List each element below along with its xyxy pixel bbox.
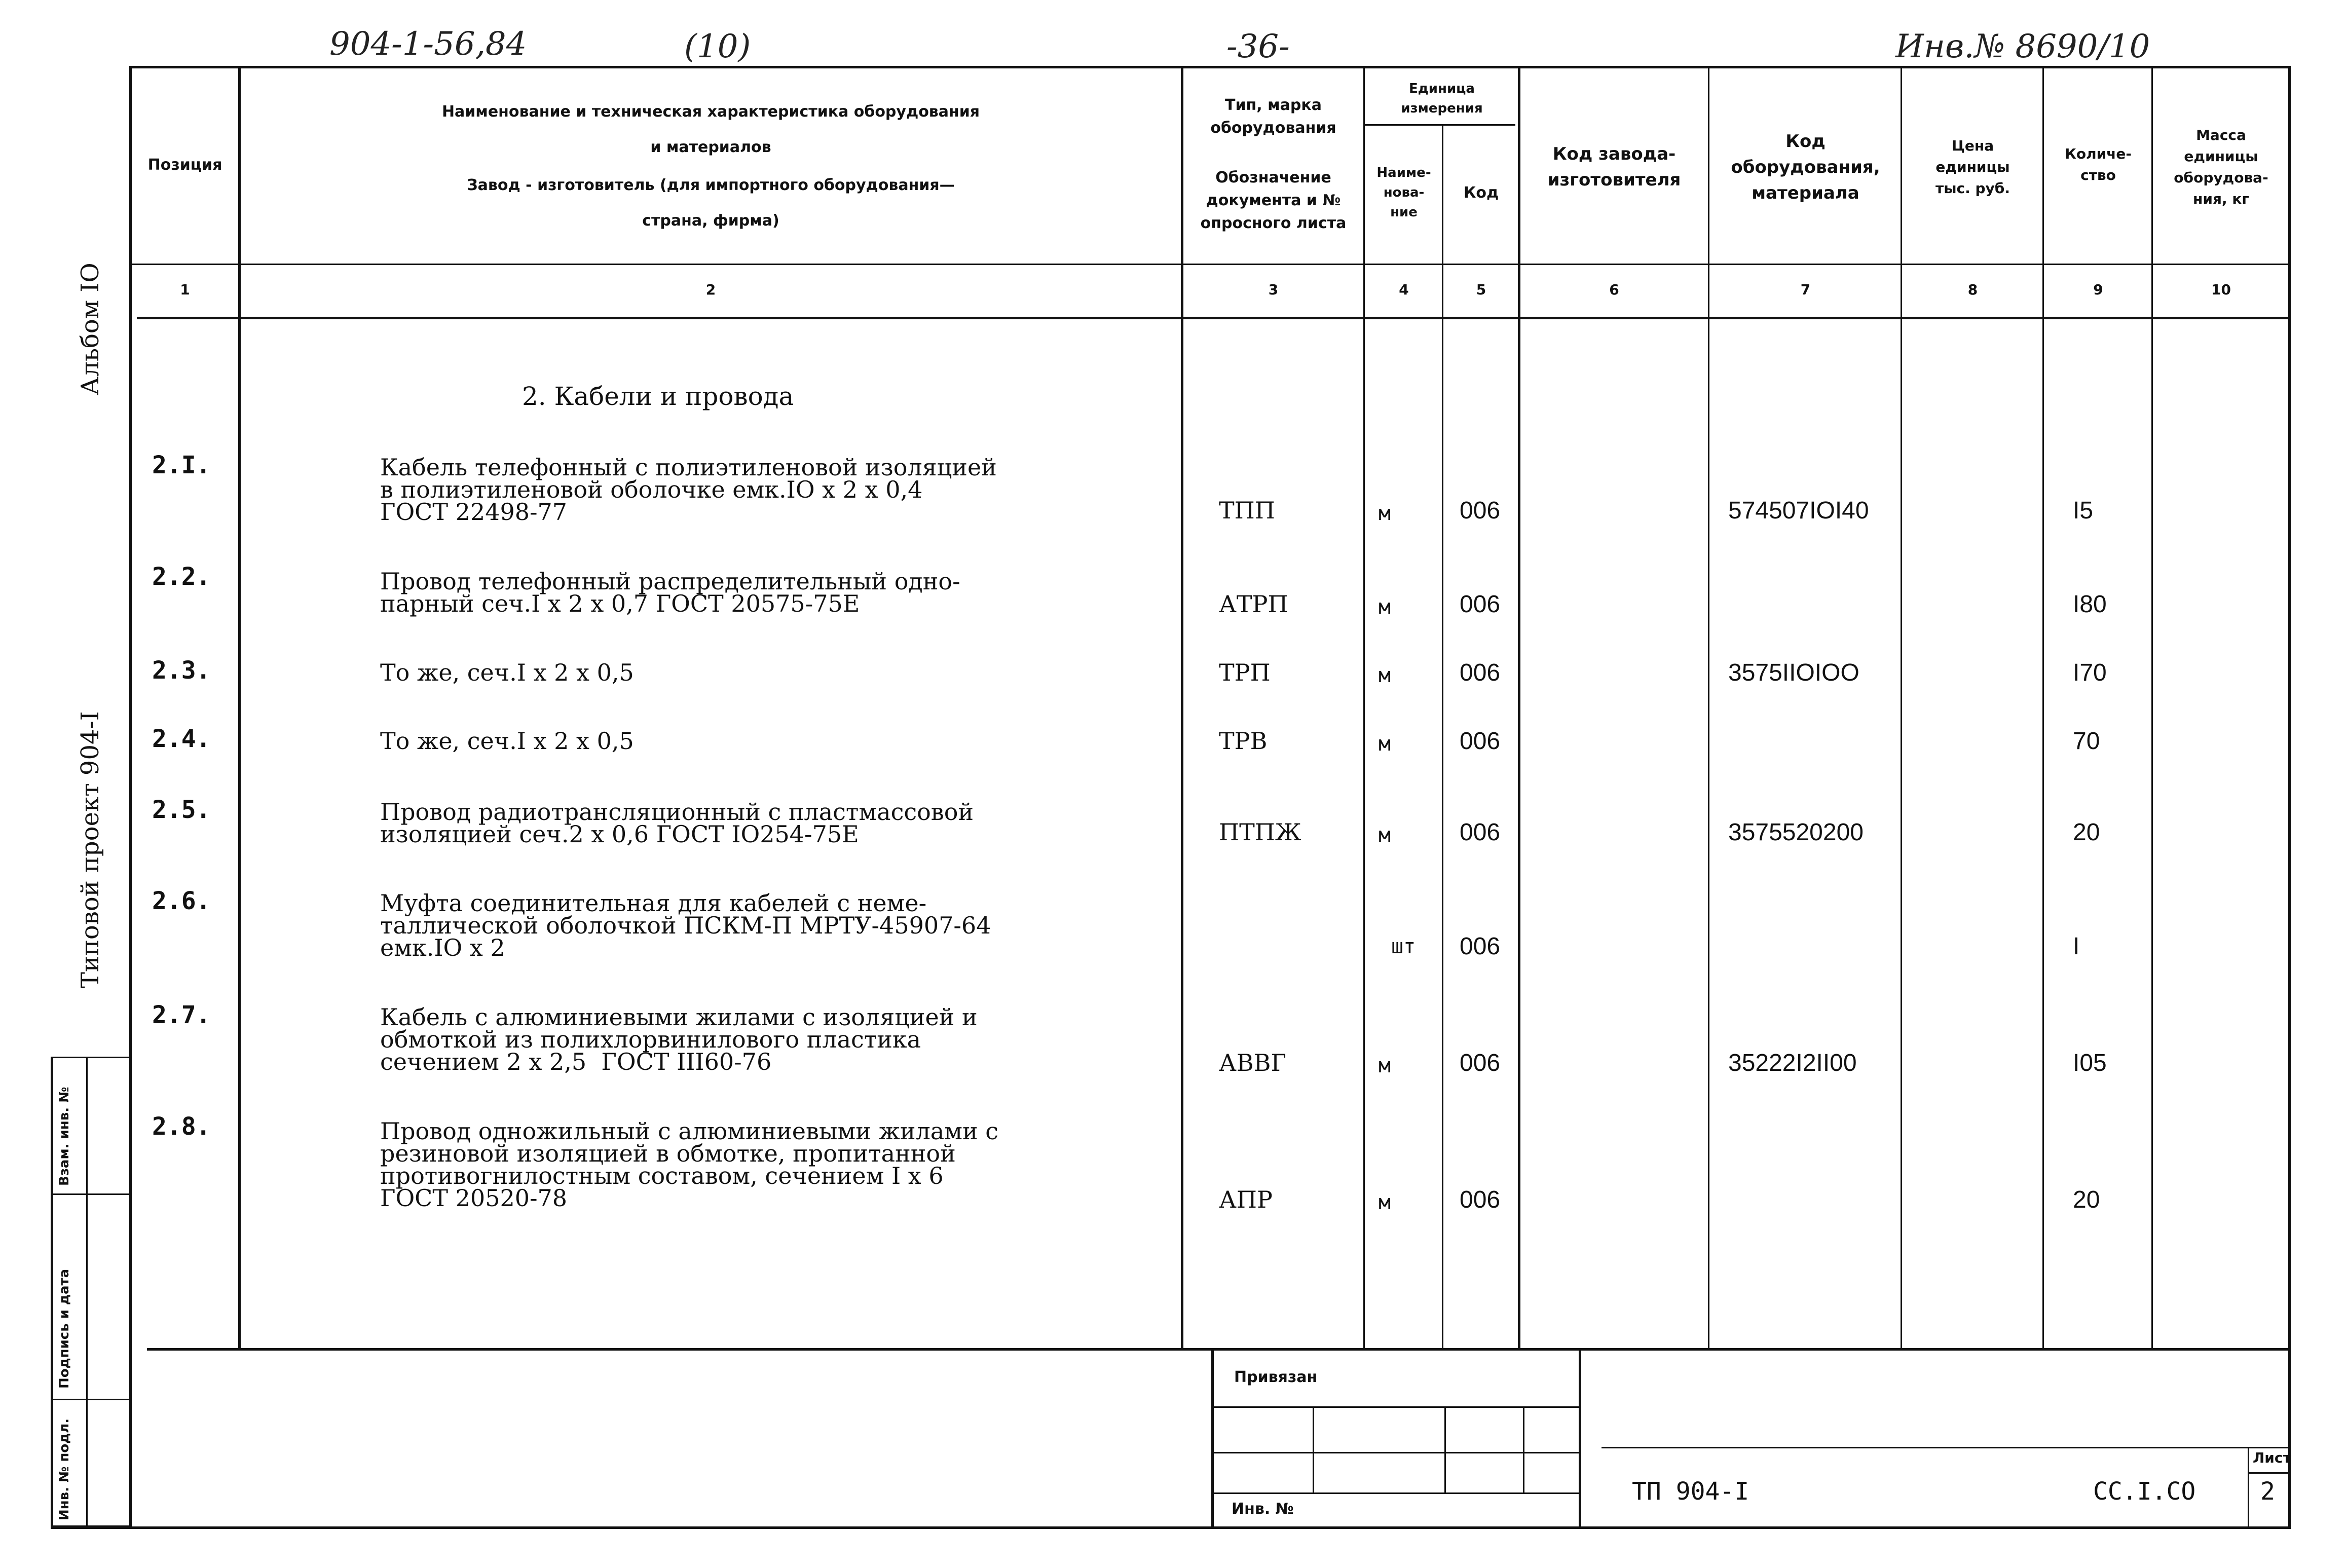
row-position: 2.6. xyxy=(152,887,211,915)
row-type: АПР xyxy=(1219,1186,1273,1213)
col-line-2 xyxy=(1181,66,1183,1348)
footer-doc-line xyxy=(1602,1447,2288,1448)
col-num-9: 9 xyxy=(2093,281,2103,298)
row-position: 2.3. xyxy=(152,656,211,685)
row-name: Муфта соединительная для кабелей с неме- таллической оболочкой ПСКМ-П МРТУ-45907-64 емк.IO х 2 xyxy=(380,889,991,961)
row-name: Провод радиотрансляционный с пластмассовой изоляцией сеч.2 х 0,6 ГОСТ IO254-75Е xyxy=(380,798,974,848)
header-name-line1: Наименование и техническая характеристика оборудования xyxy=(441,102,980,121)
row-quantity: I80 xyxy=(2073,591,2107,618)
row-code: 006 xyxy=(1460,1050,1501,1076)
footer-stamp-right xyxy=(1579,1348,1581,1528)
row-type: ТПП xyxy=(1219,497,1275,524)
row-quantity: 20 xyxy=(2073,1186,2100,1213)
row-code: 006 xyxy=(1460,819,1501,846)
footer-sheet-divider xyxy=(2248,1447,2249,1528)
col-line-5 xyxy=(1518,66,1520,1348)
header-position: Позиция xyxy=(147,156,222,174)
row-quantity: 70 xyxy=(2073,728,2100,755)
stamp-signature-date: Подпись и дата xyxy=(57,1268,72,1389)
stamp-line-1 xyxy=(51,1057,129,1058)
col-num-2: 2 xyxy=(705,281,716,298)
row-code: 006 xyxy=(1460,728,1501,755)
row-position: 2.8. xyxy=(152,1112,211,1141)
header-unit-group: Единица измерения xyxy=(1401,81,1483,116)
row-name: То же, сеч.I х 2 х 0,5 xyxy=(380,659,634,686)
header-price: Цена единицы тыс. руб. xyxy=(1935,137,2010,197)
col-line-3 xyxy=(1363,66,1365,1348)
inventory-number: Инв.№ 8690/10 xyxy=(1895,28,2150,65)
row-quantity: I xyxy=(2073,933,2080,960)
row-unit: м xyxy=(1379,664,1391,687)
col-num-10: 10 xyxy=(2211,281,2231,298)
col-line-7 xyxy=(1901,66,1902,1348)
row-code: 006 xyxy=(1460,659,1501,686)
col-num-1: 1 xyxy=(180,281,190,298)
project-label: Типовой проект 904-I xyxy=(76,711,104,988)
stamp-border-mid xyxy=(86,1057,88,1528)
row-name: Провод одножильный с алюминиевыми жилами с резиновой изоляцией в обмотке, пропитанной противогнилостным составом, сечением I х 6 ГОСТ 20520-78 xyxy=(380,1117,999,1212)
header-unit-name: Наиме- нова- ние xyxy=(1376,165,1431,220)
col-num-4: 4 xyxy=(1399,281,1409,298)
row-equipment-code: 35222I2II00 xyxy=(1728,1050,1857,1076)
header-plant-code: Код завода- изготовителя xyxy=(1547,144,1681,190)
header-bottom-line xyxy=(129,264,2288,265)
footer-grid-v3 xyxy=(1523,1406,1524,1492)
col-line-4 xyxy=(1442,124,1443,1348)
footer-sheet-code: СС.I.СО xyxy=(2093,1477,2196,1506)
stamp-replace-inv: Взам. инв. № xyxy=(57,1087,72,1186)
col-num-8: 8 xyxy=(1967,281,1978,298)
page-number: -36- xyxy=(1226,28,1290,65)
row-unit: м xyxy=(1379,1191,1391,1214)
footer-inv-label: Инв. № xyxy=(1232,1500,1294,1518)
doc-code: 904-1-56,84 xyxy=(329,25,527,63)
header-quantity: Количе- ство xyxy=(2064,145,2132,183)
sheet-label: Лист xyxy=(2253,1449,2291,1466)
header-equipment-code: Код оборудования, материала xyxy=(1731,131,1880,203)
frame-top xyxy=(129,66,2288,68)
row-name: То же, сеч.I х 2 х 0,5 xyxy=(380,727,634,755)
row-type: ПТПЖ xyxy=(1219,818,1301,846)
row-quantity: I05 xyxy=(2073,1050,2107,1076)
row-type: АВВГ xyxy=(1219,1049,1286,1076)
col-num-5: 5 xyxy=(1476,281,1486,298)
row-quantity: I70 xyxy=(2073,659,2107,686)
footer-grid-3 xyxy=(1211,1492,1579,1494)
row-code: 006 xyxy=(1460,933,1501,960)
col-line-1 xyxy=(238,66,241,1348)
row-position: 2.2. xyxy=(152,563,211,591)
row-equipment-code: 3575520200 xyxy=(1728,819,1864,846)
col-line-6 xyxy=(1708,66,1709,1348)
row-unit: шт xyxy=(1391,935,1416,958)
row-code: 006 xyxy=(1460,497,1501,524)
header-document: Обозначение документа и № опросного листа xyxy=(1200,168,1347,232)
row-unit: м xyxy=(1379,595,1391,619)
footer-document-code: ТП 904-I xyxy=(1632,1477,1749,1506)
row-unit: м xyxy=(1379,1054,1391,1077)
row-position: 2.5. xyxy=(152,796,211,824)
row-unit: м xyxy=(1379,824,1391,847)
row-type: ТРВ xyxy=(1219,727,1268,755)
row-name: Кабель с алюминиевыми жилами с изоляцией и обмоткой из полихлорвинилового пластика сечением 2 х 2,5 ГОСТ III60-76 xyxy=(380,1003,978,1075)
unit-group-line xyxy=(1363,124,1515,126)
stamp-original-inv: Инв. № подл. xyxy=(57,1418,72,1520)
header-type: Тип, марка оборудования xyxy=(1210,96,1336,137)
col-num-6: 6 xyxy=(1609,281,1619,298)
column-number-line xyxy=(137,317,2288,319)
row-type: ТРП xyxy=(1219,659,1271,686)
row-position: 2.7. xyxy=(152,1001,211,1029)
row-type: АТРП xyxy=(1219,590,1288,618)
footer-grid-v1 xyxy=(1313,1406,1314,1492)
col-line-8 xyxy=(2042,66,2044,1348)
header-unit-code: Код xyxy=(1463,183,1499,202)
album-label: Альбом IO xyxy=(76,263,104,395)
footer-grid-v2 xyxy=(1444,1406,1446,1492)
col-num-3: 3 xyxy=(1268,281,1279,298)
header-mass: Масса единицы оборудова- ния, кг xyxy=(2174,127,2268,207)
frame-bottom xyxy=(51,1526,2291,1529)
row-name: Провод телефонный распределительный одно- парный сеч.I х 2 х 0,7 ГОСТ 20575-75Е xyxy=(380,568,960,617)
row-equipment-code: 574507IOI40 xyxy=(1728,497,1869,524)
stamp-border-left xyxy=(51,1057,53,1528)
doc-bracket: (10) xyxy=(684,28,751,65)
row-quantity: 20 xyxy=(2073,819,2100,846)
row-name: Кабель телефонный с полиэтиленовой изоляцией в полиэтиленовой оболочке емк.IO х 2 х 0,4 ГОСТ 22498-77 xyxy=(380,454,997,526)
col-line-9 xyxy=(2151,66,2153,1348)
stamp-line-2 xyxy=(51,1193,129,1195)
footer-sheet-line xyxy=(2248,1472,2288,1474)
row-equipment-code: 3575IIOIOO xyxy=(1728,659,1859,686)
row-position: 2.4. xyxy=(152,725,211,753)
sheet-number: 2 xyxy=(2260,1477,2275,1506)
section-title: 2. Кабели и провода xyxy=(522,382,794,411)
footer-top-line xyxy=(147,1348,2288,1351)
row-position: 2.I. xyxy=(152,451,211,479)
header-name-line3: Завод - изготовитель (для импортного оборудования— xyxy=(467,176,955,194)
row-code: 006 xyxy=(1460,591,1501,618)
footer-stamp-left xyxy=(1211,1348,1214,1528)
stamp-line-3 xyxy=(51,1399,129,1400)
privyazan-label: Привязан xyxy=(1234,1368,1318,1386)
header-name-line2: и материалов xyxy=(650,138,771,156)
col-num-7: 7 xyxy=(1800,281,1811,298)
row-code: 006 xyxy=(1460,1186,1501,1213)
row-quantity: I5 xyxy=(2073,497,2094,524)
header-name-line4: страна, фирма) xyxy=(642,211,779,230)
row-unit: м xyxy=(1379,502,1391,525)
frame-right xyxy=(2288,66,2291,1528)
row-unit: м xyxy=(1379,732,1391,756)
